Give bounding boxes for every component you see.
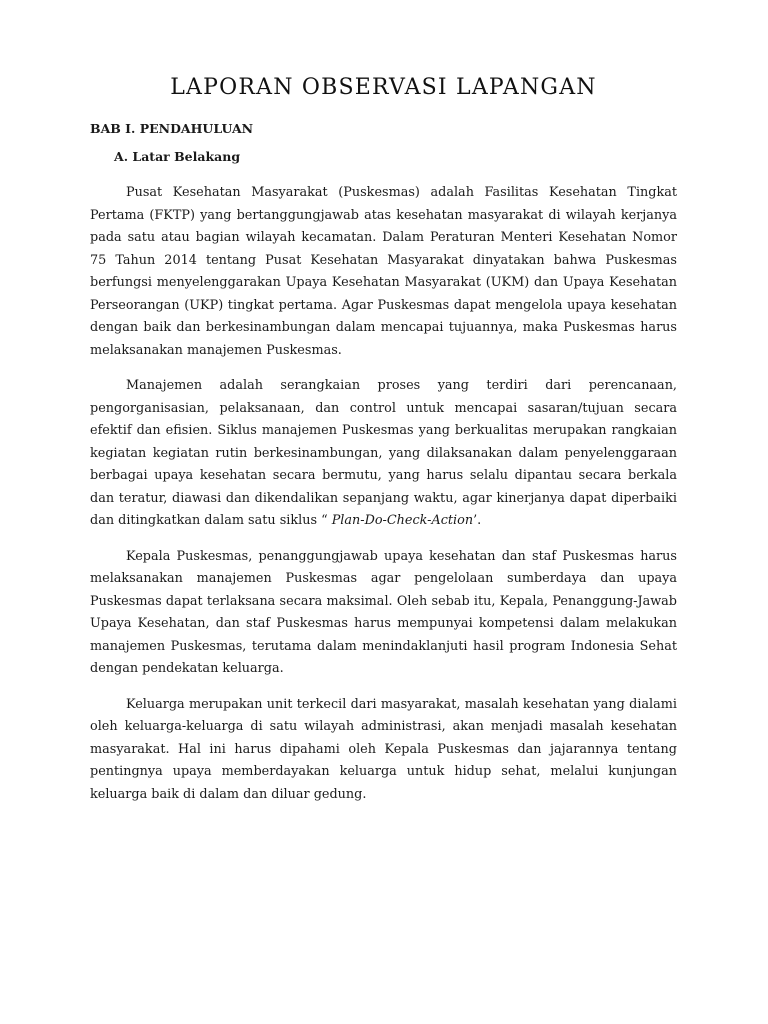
paragraph-1: Pusat Kesehatan Masyarakat (Puskesmas) adalah Fasilitas Kesehatan Tingkat Pertama (FKTP) yang bertanggungjawab atas kesehatan masyarakat di wilayah kerjanya pada satu atau bagian wilayah kecamatan. Dalam Peraturan Menteri Kesehatan Nomor 75 Tahun 2014 tentang Pusat Kesehatan Masyarakat dinyatakan bahwa Puskesmas berfungsi menyelenggarakan Upaya Kesehatan Masyarakat (UKM) dan Upaya Kesehatan Perseorangan (UKP) tingkat pertama. Agar Puskesmas dapat mengelola upaya kesehatan dengan baik dan berkesinambungan dalam mencapai tujuannya, maka Puskesmas harus melaksanakan manajemen Puskesmas. [90,185,677,358]
paragraph-2-end: ’. [473,513,482,528]
plan-do-check-action-term: Plan-Do-Check-Action [327,513,474,528]
paragraph-3: Kepala Puskesmas, penanggungjawab upaya kesehatan dan staf Puskesmas harus melaksanakan manajemen Puskesmas agar pengelolaan sumberdaya dan upaya Puskesmas dapat terlaksana secara maksimal. Oleh sebab itu, Kepala, Penanggung-Jawab Upaya Kesehatan, dan staf Puskesmas harus mempunyai kompetensi dalam melakukan manajemen Puskesmas, terutama dalam menindaklanjuti hasil program Indonesia Sehat dengan pendekatan keluarga. [90,548,677,676]
paragraph-2 [90,375,677,533]
paragraph-4: Keluarga merupakan unit terkecil dari masyarakat, masalah kesehatan yang dialami oleh keluarga-keluarga di satu wilayah administrasi, akan menjadi masalah kesehatan masyarakat. Hal ini harus dipahami oleh Kepala Puskesmas dan jajarannya tentang pentingnya upaya memberdayakan keluarga untuk hidup sehat, melalui kunjungan keluarga baik di dalam dan diluar gedung. [90,696,677,802]
chapter-heading: BAB I. PENDAHULUAN [90,121,254,136]
paragraph-2-text: Manajemen adalah serangkaian proses yang terdiri dari perencanaan, pengorganisasian, pelaksanaan, dan control untuk mencapai sasaran/tujuan secara efektif dan efisien. Siklus manajemen Puskesmas yang berkualitas merupakan rangkaian kegiatan kegiatan rutin berkesinambungan, yang dilaksanakan dalam penyelenggaraan berbagai upaya kesehatan secara bermutu, yang harus selalu dipantau secara berkala dan teratur, diawasi dan dikendalikan sepanjang waktu, agar kinerjanya dapat diperbaiki dan ditingkatkan dalam satu siklus “ [90,378,677,528]
document-title: LAPORAN OBSERVASI LAPANGAN [170,75,597,100]
section-heading: A. Latar Belakang [114,149,241,164]
